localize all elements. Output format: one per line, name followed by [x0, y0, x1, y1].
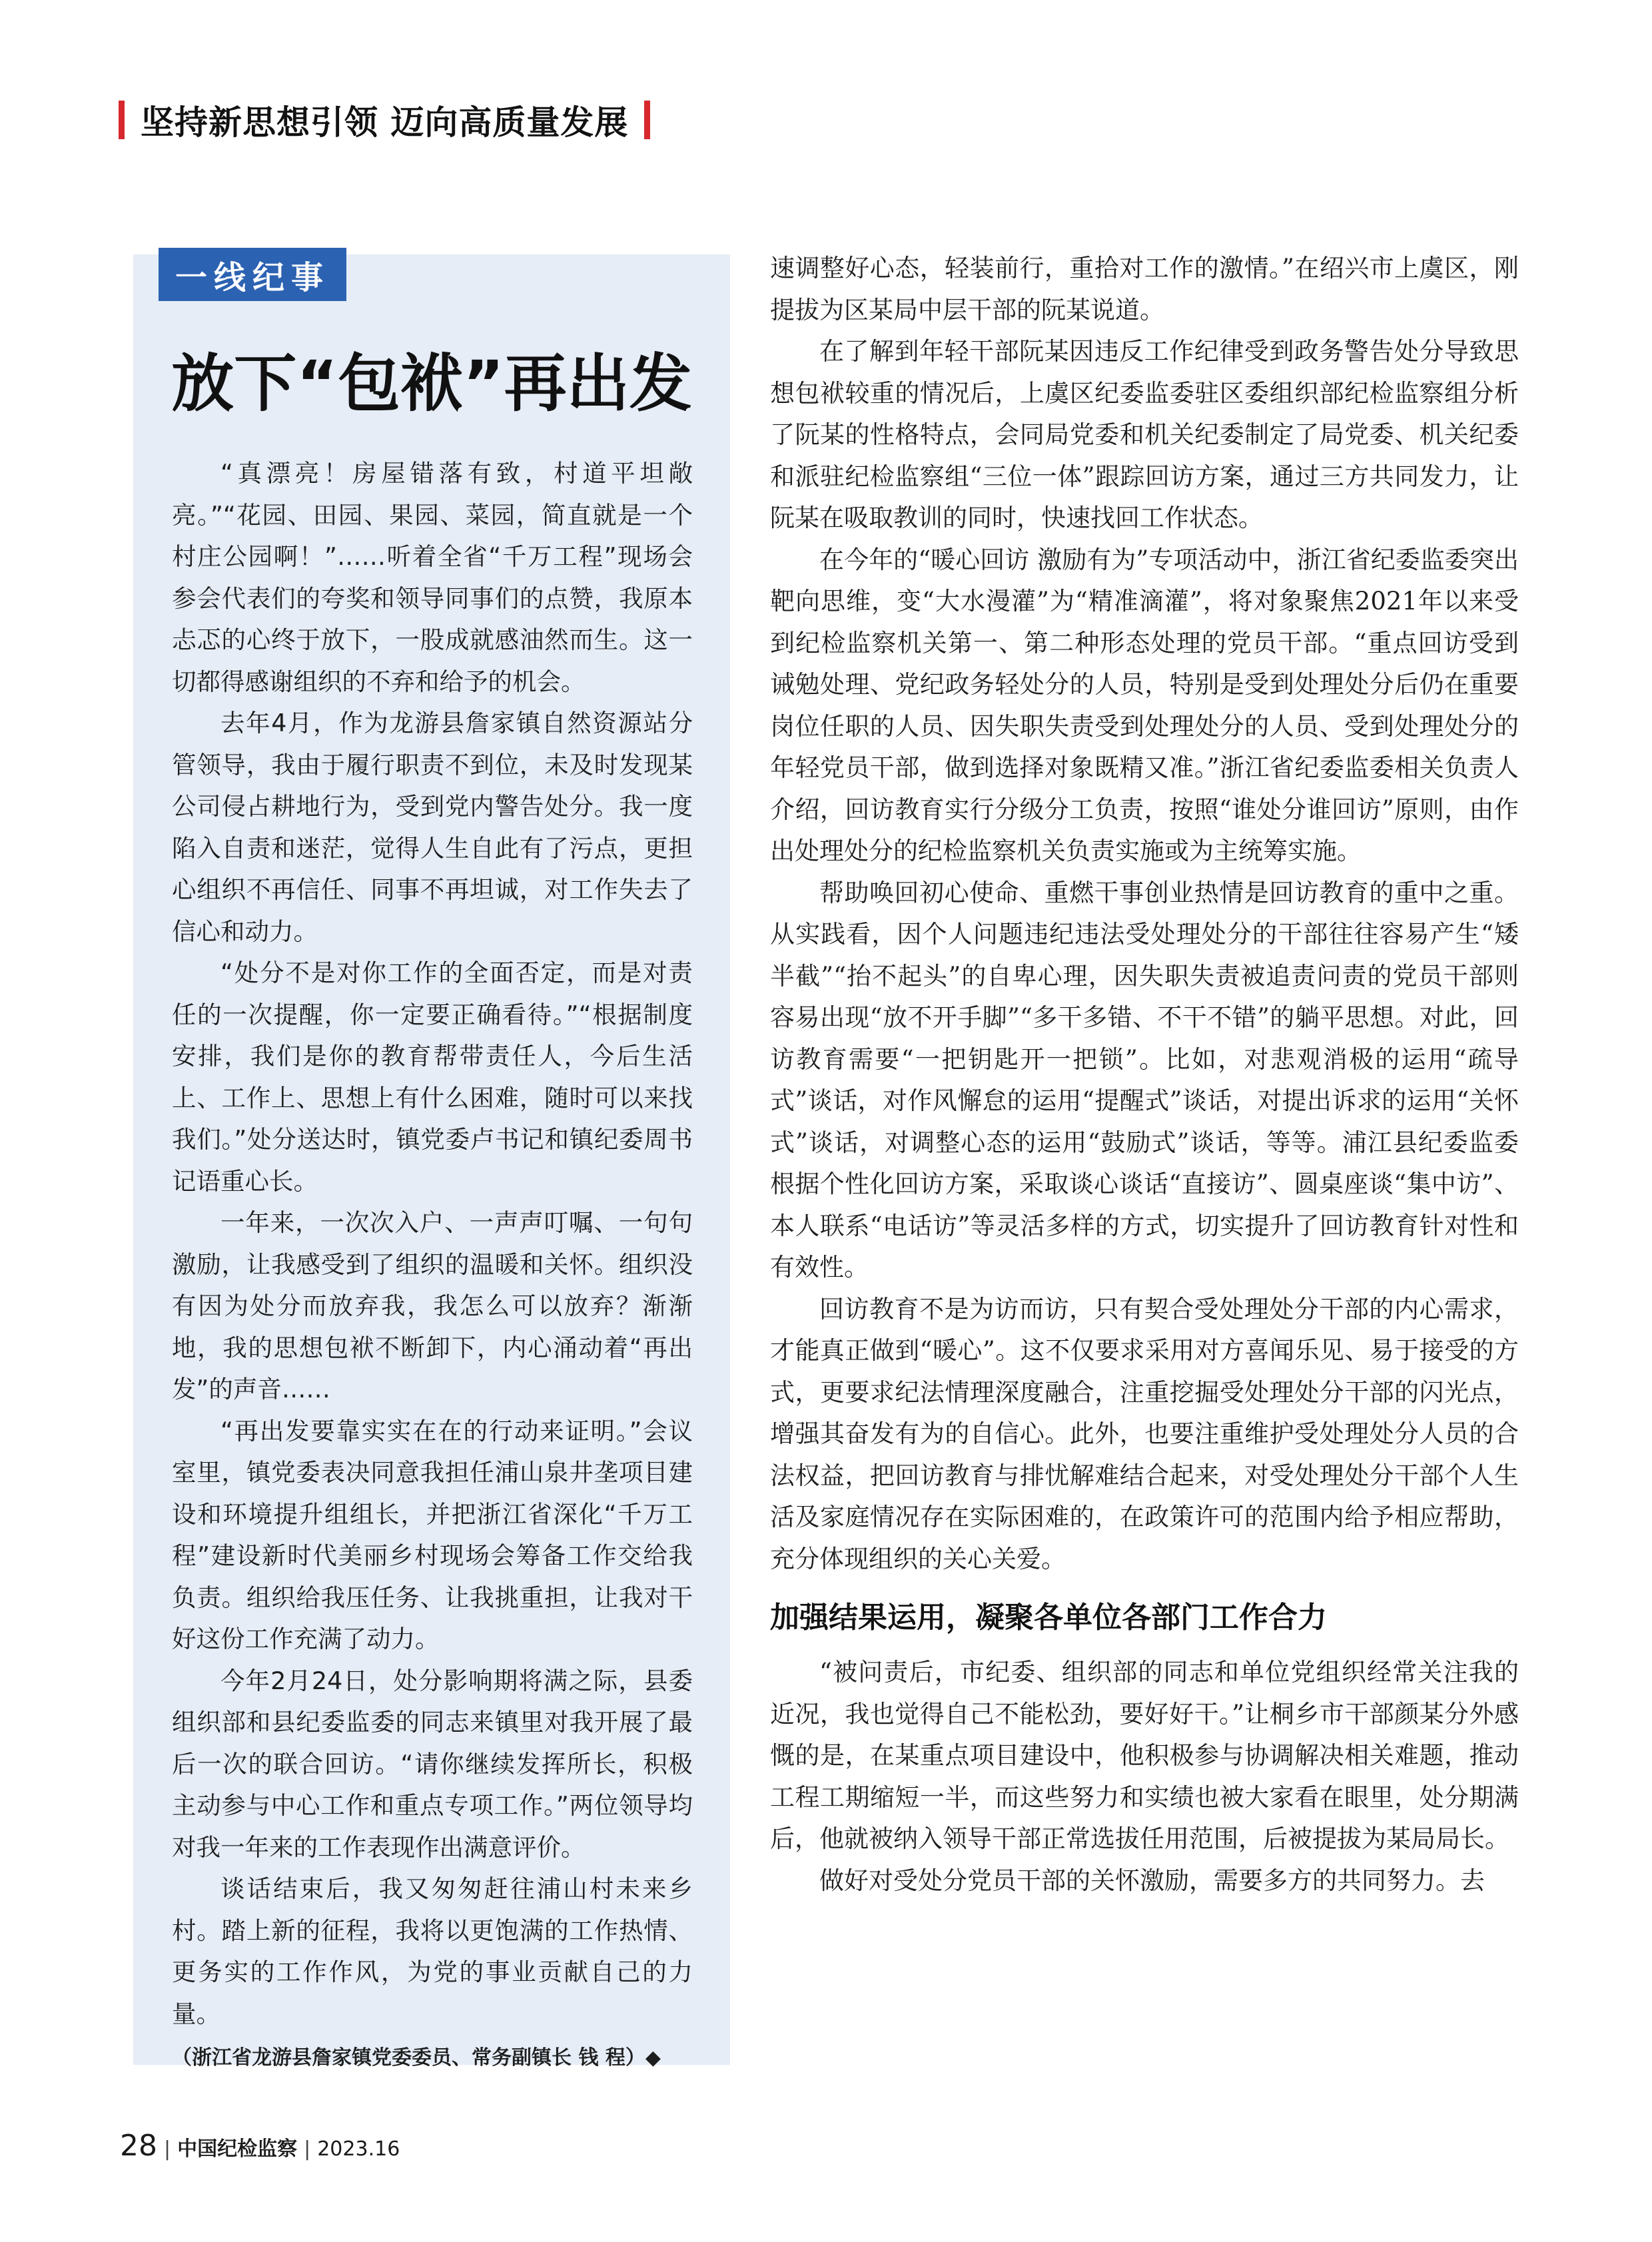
main-paragraph: 在今年的“暖心回访 激励有为”专项活动中，浙江省纪委监委突出靶向思维，变“大水漫灌”为“精准滴灌”，将对象聚焦2021年以来受到纪检监察机关第一、第二种形态处理的党员干部。“重点回访受到诫勉处理、党纪政务轻处分的人员，特别是受到处理处分后仍在重要岗位任职的人员、因失职失责受到处理处分的人员、受到处理处分的年轻党员干部，做到选择对象既精又准。”浙江省纪委监委相关负责人介绍，回访教育实行分级分工负责，按照“谁处分谁回访”原则，由作出处理处分的纪检监察机关负责实施或为主统筹实施。	[770, 545, 1519, 865]
main-paragraph: “被问责后，市纪委、组织部的同志和单位党组织经常关注我的近况，我也觉得自己不能松劲，要好好干。”让桐乡市干部颜某分外感慨的是，在某重点项目建设中，他积极参与协调解决相关难题，推动工程工期缩短一半，而这些努力和实绩也被大家看在眼里，处分期满后，他就被纳入领导干部正常选拔任用范围，后被提拔为某局局长。	[770, 1658, 1519, 1853]
header-bar-right	[644, 101, 650, 139]
footer-separator: |	[304, 2137, 311, 2161]
section-heading: 加强结果运用，凝聚各单位各部门工作合力	[770, 1601, 1327, 1635]
sidebar-paragraph: 去年4月，作为龙游县詹家镇自然资源站分管领导，我由于履行职责不到位，未及时发现某公司侵占耕地行为，受到党内警告处分。我一度陷入自责和迷茫，觉得人生自此有了污点，更担心组织不再信任、同事不再坦诚，对工作失去了信心和动力。	[172, 709, 693, 946]
main-column	[770, 248, 1519, 1902]
sidebar-paragraph: “真漂亮！房屋错落有致，村道平坦敞亮。”“花园、田园、果园、菜园，简直就是一个村庄公园啊！”……听着全省“千万工程”现场会参会代表们的夸奖和领导同事们的点赞，我原本忐忑的心终于放下，一股成就感油然而生。这一切都得感谢组织的不弃和给予的机会。	[172, 459, 693, 696]
header-title: 坚持新思想引领 迈向高质量发展	[141, 103, 629, 142]
page-footer	[120, 2129, 400, 2163]
sidebar-story	[133, 254, 730, 2069]
main-paragraph: 速调整好心态，轻装前行，重拾对工作的激情。”在绍兴市上虞区，刚提拔为区某局中层干部的阮某说道。	[770, 254, 1519, 324]
sidebar-paragraph: 今年2月24日，处分影响期将满之际，县委组织部和县纪委监委的同志来镇里对我开展了最后一次的联合回访。“请你继续发挥所长，积极主动参与中心工作和重点专项工作。”两位领导均对我一年来的工作表现作出满意评价。	[172, 1666, 693, 1862]
footer-separator: |	[164, 2137, 171, 2161]
sidebar-body	[172, 453, 693, 2079]
sidebar-paragraph: 谈话结束后，我又匆匆赶往浦山村未来乡村。踏上新的征程，我将以更饱满的工作热情、更务实的工作作风，为党的事业贡献自己的力量。	[172, 1874, 693, 2028]
issue-number: 2023.16	[317, 2137, 400, 2161]
sidebar-tag: 一线纪事	[159, 248, 346, 301]
main-paragraph: 回访教育不是为访而访，只有契合受处理处分干部的内心需求，才能真正做到“暖心”。这不仅要求采用对方喜闻乐见、易于接受的方式，更要求纪法情理深度融合，注重挖掘受处理处分干部的闪光点，增强其奋发有为的自信心。此外，也要注重维护受处理处分人员的合法权益，把回访教育与排忧解难结合起来，对受处理处分干部个人生活及家庭情况存在实际困难的，在政策许可的范围内给予相应帮助，充分体现组织的关心关爱。	[770, 1294, 1519, 1573]
sidebar-paragraph: 一年来，一次次入户、一声声叮嘱、一句句激励，让我感受到了组织的温暖和关怀。组织没有因为处分而放弃我，我怎么可以放弃？渐渐地，我的思想包袱不断卸下，内心涌动着“再出发”的声音……	[172, 1208, 693, 1403]
sidebar-paragraph: “处分不是对你工作的全面否定，而是对责任的一次提醒，你一定要正确看待。”“根据制度安排，我们是你的教育帮带责任人，今后生活上、工作上、思想上有什么困难，随时可以来找我们。”处分送达时，镇党委卢书记和镇纪委周书记语重心长。	[172, 958, 693, 1196]
page-header	[119, 97, 650, 143]
magazine-name: 中国纪检监察	[177, 2137, 298, 2161]
main-paragraph: 在了解到年轻干部阮某因违反工作纪律受到政务警告处分导致思想包袱较重的情况后，上虞区纪委监委驻区委组织部纪检监察组分析了阮某的性格特点，会同局党委和机关纪委制定了局党委、机关纪委和派驻纪检监察组“三位一体”跟踪回访方案，通过三方共同发力，让阮某在吸取教训的同时，快速找回工作状态。	[770, 337, 1519, 532]
main-paragraph: 做好对受处分党员干部的关怀激励，需要多方的共同努力。去	[819, 1866, 1485, 1895]
header-bar-left	[119, 101, 125, 139]
page-number: 28	[120, 2129, 157, 2163]
sidebar-title: 放下“包袱”再出发	[171, 348, 692, 420]
main-paragraph: 帮助唤回初心使命、重燃干事创业热情是回访教育的重中之重。从实践看，因个人问题违纪违法受处理处分的干部往往容易产生“矮半截”“抬不起头”的自卑心理，因失职失责被追责问责的党员干部则容易出现“放不开手脚”“多干多错、不干不错”的躺平思想。对此，回访教育需要“一把钥匙开一把锁”。比如，对悲观消极的运用“疏导式”谈话，对作风懈怠的运用“提醒式”谈话，对提出诉求的运用“关怀式”谈话，对调整心态的运用“鼓励式”谈话，等等。浦江县纪委监委根据个性化回访方案，采取谈心谈话“直接访”、圆桌座谈“集中访”、本人联系“电话访”等灵活多样的方式，切实提升了回访教育针对性和有效性。	[770, 878, 1519, 1282]
sidebar-signature: （浙江省龙游县詹家镇党委委员、常务副镇长 钱 程）◆	[172, 2046, 661, 2069]
sidebar-paragraph: “再出发要靠实实在在的行动来证明。”会议室里，镇党委表决同意我担任浦山泉井垄项目建设和环境提升组组长，并把浙江省深化“千万工程”建设新时代美丽乡村现场会筹备工作交给我负责。组织给我压任务、让我挑重担，让我对干好这份工作充满了动力。	[172, 1416, 693, 1653]
